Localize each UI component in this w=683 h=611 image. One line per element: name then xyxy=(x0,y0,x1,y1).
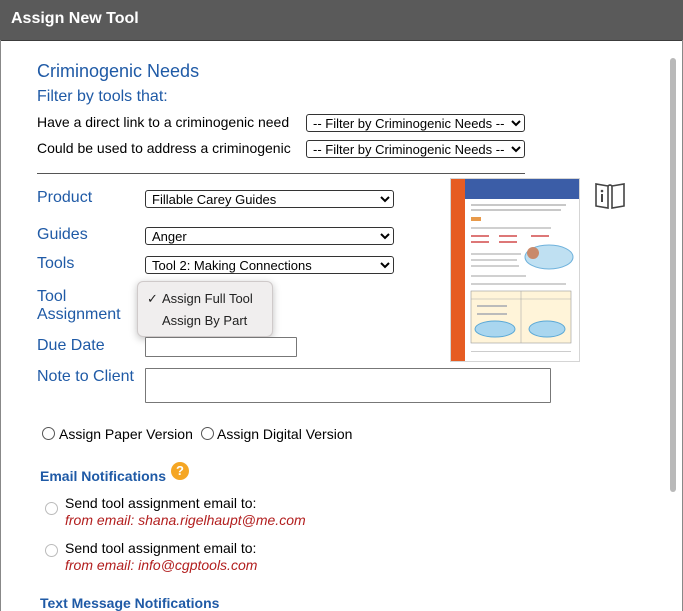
due-date-input[interactable] xyxy=(145,337,297,357)
dialog-titlebar xyxy=(0,0,683,41)
note-textarea[interactable] xyxy=(145,368,551,403)
product-label: Product xyxy=(37,189,93,206)
direct-link-filter-select[interactable] xyxy=(306,114,525,132)
criminogenic-heading: Criminogenic Needs xyxy=(37,61,200,81)
guides-select[interactable] xyxy=(145,227,394,245)
scrollbar-thumb[interactable] xyxy=(670,58,676,492)
due-date-label: Due Date xyxy=(37,337,105,354)
email-option1-label: Send tool assignment email to: xyxy=(65,495,257,511)
direct-link-label: Have a direct link to a criminogenic need xyxy=(37,114,290,130)
paper-version-label: Assign Paper Version xyxy=(59,426,193,442)
email-option2-label: Send tool assignment email to: xyxy=(65,540,257,556)
guides-label: Guides xyxy=(37,226,88,243)
filter-heading: Filter by tools that: xyxy=(37,88,168,105)
assignment-dropdown-menu[interactable] xyxy=(137,281,273,337)
dialog-title: Assign New Tool xyxy=(11,10,139,27)
assign-by-part-option[interactable]: Assign By Part xyxy=(162,313,248,328)
assignment-label-line2: Assignment xyxy=(37,306,121,323)
email-option2-from: from email: info@cgptools.com xyxy=(65,557,258,573)
email-option1-radio[interactable] xyxy=(45,502,58,515)
digital-version-radio[interactable] xyxy=(201,427,214,440)
email-option2-radio[interactable] xyxy=(45,544,58,557)
product-select[interactable] xyxy=(145,190,394,208)
tools-select[interactable] xyxy=(145,256,394,274)
assignment-label-line1: Tool xyxy=(37,288,67,305)
tool-preview-thumbnail[interactable] xyxy=(450,178,580,362)
assign-full-tool-option[interactable]: Assign Full Tool xyxy=(162,291,253,306)
book-info-icon[interactable] xyxy=(592,178,628,212)
scrollbar[interactable] xyxy=(668,58,678,611)
section-divider xyxy=(37,173,525,174)
text-message-heading: Text Message Notifications xyxy=(40,595,220,611)
email-option1-from: from email: shana.rigelhaupt@me.com xyxy=(65,512,306,528)
help-icon[interactable]: ? xyxy=(171,462,189,480)
email-notifications-heading: Email Notifications xyxy=(40,468,167,484)
checkmark-icon: ✓ xyxy=(147,291,158,306)
digital-version-label: Assign Digital Version xyxy=(217,426,353,442)
address-label: Could be used to address a criminogenic xyxy=(37,140,291,156)
note-label: Note to Client xyxy=(37,368,134,385)
paper-version-radio[interactable] xyxy=(42,427,55,440)
address-filter-select[interactable] xyxy=(306,140,525,158)
tools-label: Tools xyxy=(37,255,75,272)
